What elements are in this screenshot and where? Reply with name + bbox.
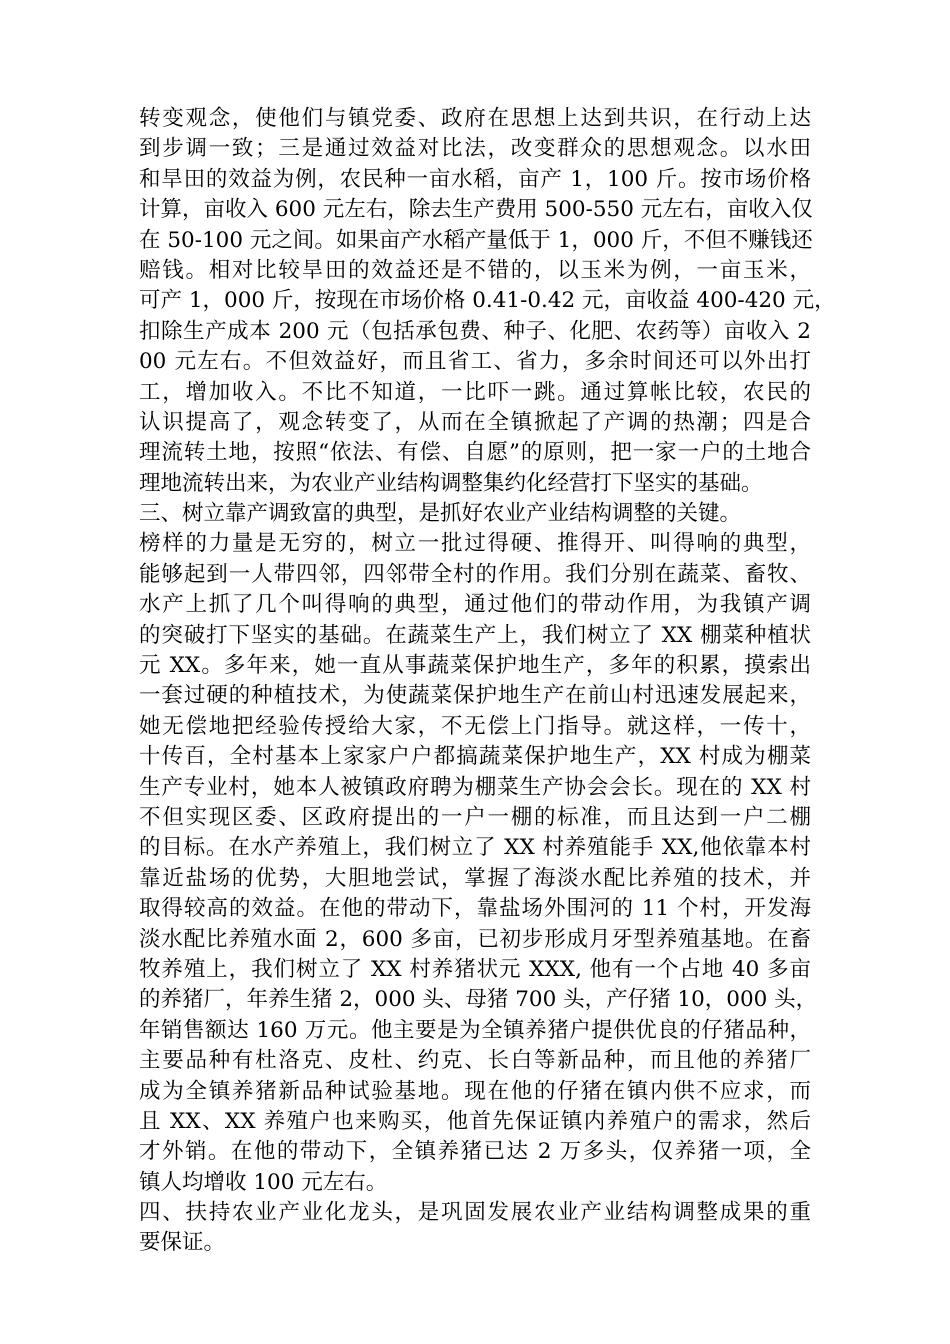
text-line: 元 XX。多年来，她一直从事蔬菜保护地生产，多年的积累，摸索出	[139, 653, 811, 679]
text-line: 生产专业村，她本人被镇政府聘为棚菜生产协会会长。现在的 XX 村	[139, 774, 811, 800]
text-line: 她无偿地把经验传授给大家，不无偿上门指导。就这样，一传十，	[139, 713, 811, 739]
text-line: 和旱田的效益为例，农民种一亩水稻，亩产 1，100 斤。按市场价格	[139, 166, 811, 192]
text-line: 的目标。在水产养殖上，我们树立了 XX 村养殖能手 XX,他依靠本村	[139, 835, 811, 861]
text-line: 取得较高的效益。在他的带动下，靠盐场外围河的 11 个村，开发海	[139, 896, 811, 922]
text-line: 理地流转出来，为农业产业结构调整集约化经营打下坚实的基础。	[139, 470, 763, 496]
text-line: 工，增加收入。不比不知道，一比吓一跳。通过算帐比较，农民的	[139, 379, 811, 405]
text-line: 不但实现区委、区政府提出的一户一棚的标准，而且达到一户二棚	[139, 804, 811, 830]
text-line: 认识提高了，观念转变了，从而在全镇掀起了产调的热潮；四是合	[139, 409, 811, 435]
text-line: 到步调一致；三是通过效益对比法，改变群众的思想观念。以水田	[139, 136, 811, 162]
text-line: 且 XX、XX 养殖户也来购买，他首先保证镇内养殖户的需求，然后	[139, 1108, 811, 1134]
text-line: 榜样的力量是无穷的，树立一批过得硬、推得开、叫得响的典型，	[139, 531, 811, 557]
text-line: 的突破打下坚实的基础。在蔬菜生产上，我们树立了 XX 棚菜种植状	[139, 622, 811, 648]
document-body	[139, 104, 836, 1259]
text-line: 扣除生产成本 200 元（包括承包费、种子、化肥、农药等）亩收入 2	[139, 318, 811, 344]
text-line: 水产上抓了几个叫得响的典型，通过他们的带动作用，为我镇产调	[139, 592, 811, 618]
text-line: 四、扶持农业产业化龙头，是巩固发展农业产业结构调整成果的重	[139, 1200, 811, 1226]
text-line: 00 元左右。不但效益好，而且省工、省力，多余时间还可以外出打	[139, 349, 811, 375]
text-line: 在 50-100 元之间。如果亩产水稻产量低于 1，000 斤，不但不赚钱还	[139, 227, 813, 253]
text-line: 淡水配比养殖水面 2，600 多亩，已初步形成月牙型养殖基地。在畜	[139, 926, 811, 952]
text-line: 要保证。	[139, 1230, 226, 1256]
text-line: 三、树立靠产调致富的典型，是抓好农业产业结构调整的关键。	[139, 501, 742, 527]
text-line: 理流转土地，按照“依法、有偿、自愿”的原则，把一家一户的土地合	[139, 440, 811, 466]
text-line: 计算，亩收入 600 元左右，除去生产费用 500-550 元左右，亩收入仅	[139, 197, 813, 223]
text-line: 一套过硬的种植技术，为使蔬菜保护地生产在前山村迅速发展起来，	[139, 683, 811, 709]
text-line: 转变观念，使他们与镇党委、政府在思想上达到共识，在行动上达	[139, 106, 811, 131]
text-line: 成为全镇养猪新品种试验基地。现在他的仔猪在镇内供不应求，而	[139, 1078, 811, 1104]
text-line: 赔钱。相对比较旱田的效益还是不错的，以玉米为例，一亩玉米，	[139, 257, 811, 283]
text-line: 十传百，全村基本上家家户户都搞蔬菜保护地生产，XX 村成为棚菜	[139, 744, 811, 770]
text-line: 镇人均增收 100 元左右。	[139, 1169, 388, 1195]
text-line: 主要品种有杜洛克、皮杜、约克、长白等新品种，而且他的养猪厂	[139, 1048, 811, 1074]
text-line: 牧养殖上，我们树立了 XX 村养猪状元 XXX, 他有一个占地 40 多亩	[139, 956, 811, 982]
text-line: 可产 1，000 斤，按现在市场价格 0.41-0.42 元，亩收益 400-420 元，	[139, 288, 836, 314]
text-line: 才外销。在他的带动下，全镇养猪已达 2 万多头，仅养猪一项，全	[139, 1139, 811, 1165]
text-line: 靠近盐场的优势，大胆地尝试，掌握了海淡水配比养殖的技术，并	[139, 865, 811, 891]
text-line: 能够起到一人带四邻，四邻带全村的作用。我们分别在蔬菜、畜牧、	[139, 561, 811, 587]
text-line: 的养猪厂，年养生猪 2，000 头、母猪 700 头，产仔猪 10，000 头，	[139, 987, 818, 1013]
text-line: 年销售额达 160 万元。他主要是为全镇养猪户提供优良的仔猪品种，	[139, 1017, 811, 1043]
